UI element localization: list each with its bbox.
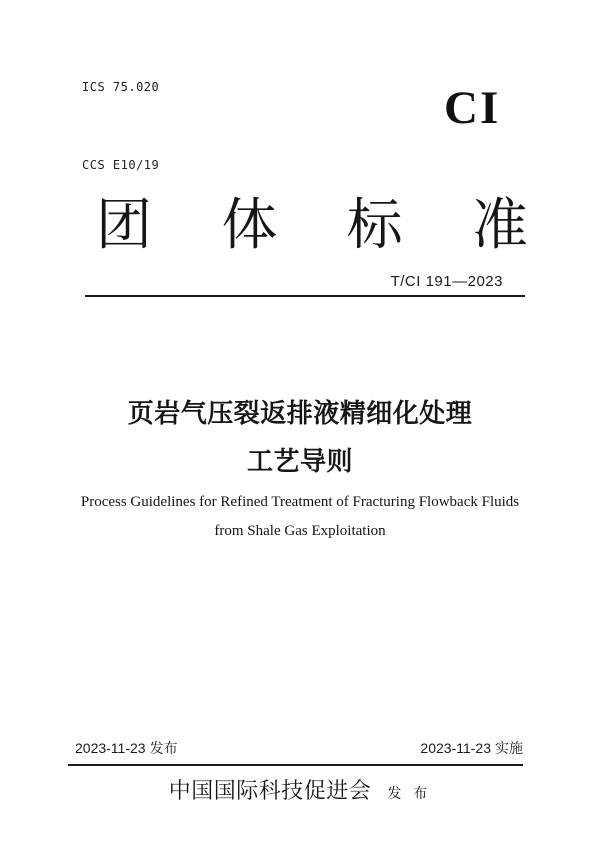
ccs-code: CCS E10/19 (82, 158, 160, 172)
publisher-name: 中国国际科技促进会 (168, 778, 372, 803)
issue-date-value: 2023-11-23 (75, 740, 146, 756)
title-en-line-1: Process Guidelines for Refined Treatment of Fracturing Flowback Fluids (80, 494, 520, 510)
issue-date (75, 740, 178, 757)
footer-divider (68, 764, 523, 766)
ics-code: ICS 75.020 (82, 80, 160, 94)
issue-date-label: 发布 (149, 740, 178, 756)
standard-type-char: 标 (346, 193, 403, 256)
standard-type-char: 体 (221, 193, 278, 256)
implement-date (420, 740, 523, 757)
title-cn-line-1: 页岩气压裂返排液精细化处理 (127, 398, 473, 428)
standard-type-char: 团 (96, 193, 152, 256)
publisher-row (0, 777, 600, 804)
title-cn-line-2: 工艺导则 (246, 446, 353, 476)
document-title-cn (0, 398, 600, 476)
standard-type-char: 准 (471, 193, 528, 256)
org-logo: CI (444, 82, 501, 134)
implement-date-value: 2023-11-23 (420, 740, 491, 756)
header-divider (85, 295, 525, 297)
implement-date-label: 实施 (495, 740, 523, 756)
dates-row (75, 740, 523, 757)
document-title-en (0, 488, 600, 546)
publisher-action-label: 发 布 (387, 785, 432, 801)
standard-type-title (96, 193, 528, 256)
standard-number: T/CI 191—2023 (390, 273, 503, 290)
title-en-line-2: from Shale Gas Exploitation (214, 523, 386, 539)
